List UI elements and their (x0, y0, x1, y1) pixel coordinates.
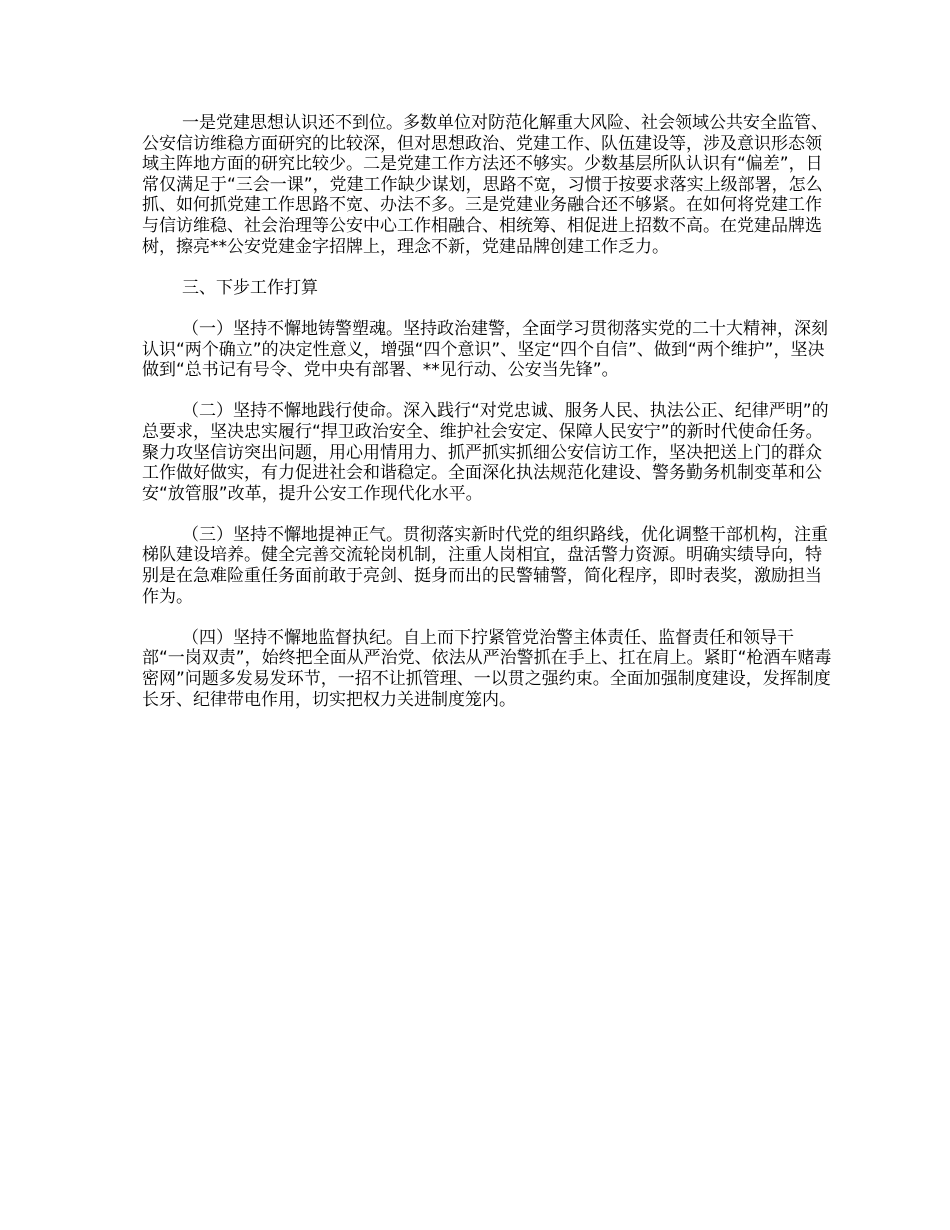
paragraph-item-1: （一）坚持不懈地铸警塑魂。坚持政治建警，全面学习贯彻落实党的二十大精神，深刻认识“两个确立”的决定性意义，增强“四个意识”、坚定“四个自信”、做到“两个维护”，坚决做到“总书记有号令、党中央有部署、**见行动、公安当先锋”。 (142, 318, 828, 381)
section-heading-next-steps: 三、下步工作打算 (182, 277, 318, 298)
paragraph-item-3: （三）坚持不懈地提神正气。贯彻落实新时代党的组织路线，优化调整干部机构，注重梯队建设培养。健全完善交流轮岗机制，注重人岗相宜，盘活警力资源。明确实绩导向，特别是在急难险重任务面前敢于亮剑、挺身而出的民警辅警，简化程序，即时表奖，激励担当作为。 (142, 524, 828, 607)
paragraph-item-4: （四）坚持不懈地监督执纪。自上而下拧紧管党治警主体责任、监督责任和领导干部“一岗双责”，始终把全面从严治党、依法从严治警抓在手上、扛在肩上。紧盯“枪酒车赌毒密网”问题多发易发环节，一招不让抓管理、一以贯之强约束。全面加强制度建设，发挥制度长牙、纪律带电作用，切实把权力关进制度笼内。 (142, 627, 832, 710)
paragraph-party-building-problems: 一是党建思想认识还不到位。多数单位对防范化解重大风险、社会领域公共安全监管、公安信访维稳方面研究的比较深，但对思想政治、党建工作、队伍建设等，涉及意识形态领域主阵地方面的研究比较少。二是党建工作方法还不够实。少数基层所队认识有“偏差”，日常仅满足于“三会一课”，党建工作缺少谋划，思路不宽，习惯于按要求落实上级部署，怎么抓、如何抓党建工作思路不宽、办法不多。三是党建业务融合还不够紧。在如何将党建工作与信访维稳、社会治理等公安中心工作相融合、相统筹、相促进上招数不高。在党建品牌选树，擦亮**公安党建金字招牌上，理念不新，党建品牌创建工作乏力。 (142, 113, 828, 257)
document-page (142, 113, 832, 731)
paragraph-item-2: （二）坚持不懈地践行使命。深入践行“对党忠诚、服务人民、执法公正、纪律严明”的总要求，坚决忠实履行“捍卫政治安全、维护社会安定、保障人民安宁”的新时代使命任务。聚力攻坚信访突出问题，用心用情用力、抓严抓实抓细公安信访工作，坚决把送上门的群众工作做好做实，有力促进社会和谐稳定。全面深化执法规范化建设、警务勤务机制变革和公安“放管服”改革，提升公安工作现代化水平。 (142, 401, 829, 504)
